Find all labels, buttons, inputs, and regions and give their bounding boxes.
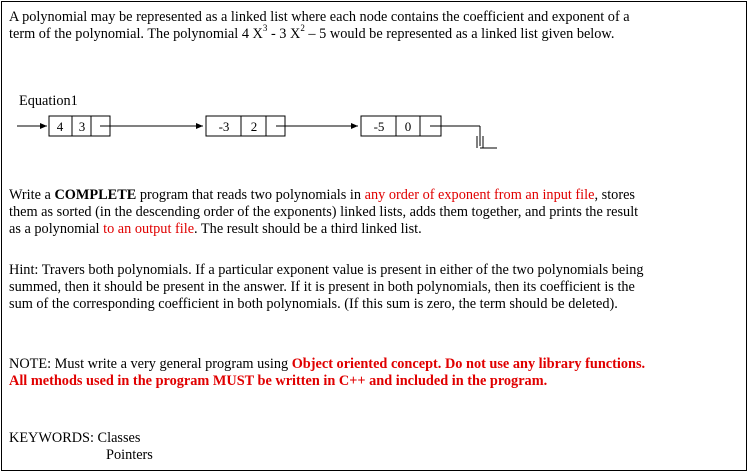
intro-line-2b: - 3 X bbox=[267, 26, 301, 42]
exponent-3: 3 bbox=[262, 23, 268, 34]
node-2-exp: 2 bbox=[250, 119, 258, 134]
list-node-2 bbox=[206, 116, 358, 136]
input-file-highlight: any order of exponent from an input file bbox=[364, 187, 595, 203]
keywords-label: KEYWORDS: Classes bbox=[9, 430, 141, 446]
task-paragraph: Write a COMPLETE program that reads two polynomials in any order of exponent from an input file, stores them as sorted (in the descending order of the exponents) linked lists, adds them together, and prints the result as a polynomial to an output file. The result should be a third linked list. bbox=[9, 187, 639, 237]
list-node-3 bbox=[361, 116, 497, 148]
node-2-coef: -3 bbox=[218, 119, 230, 134]
complete-emphasis: COMPLETE bbox=[54, 187, 137, 203]
intro-line-2c: – 5 would be represented as a linked list given below. bbox=[304, 26, 615, 42]
keywords-pointers: Pointers bbox=[106, 447, 153, 463]
note-cpp-highlight: All methods used in the program MUST be written in C++ and included in the program. bbox=[9, 373, 548, 389]
hint-paragraph: Hint: Travers both polynomials. If a particular exponent value is present in either of the two polynomials being summed, then it should be present in the answer. If it is present in both polynomials, then its coefficient is the sum of the corresponding coefficient in both polynomials. (If this sum is zero, the term should be deleted). bbox=[9, 262, 644, 312]
exponent-2: 2 bbox=[300, 23, 305, 34]
list-node-1 bbox=[49, 116, 203, 136]
intro-paragraph bbox=[9, 9, 741, 43]
node-1-exp: 3 bbox=[78, 119, 86, 134]
node-3-exp: 0 bbox=[404, 119, 412, 134]
output-file-highlight: to an output file bbox=[103, 221, 195, 237]
linked-list-diagram bbox=[0, 108, 750, 158]
note-paragraph: NOTE: Must write a very general program using Object oriented concept. Do not use any library functions. All methods used in the program MUST be written in C++ and included in the program. bbox=[9, 356, 646, 389]
node-1-coef: 4 bbox=[56, 119, 64, 134]
intro-line-1: A polynomial may be represented as a linked list where each node contains the coefficient and exponent of a bbox=[9, 9, 630, 25]
intro-line-2a: term of the polynomial. The polynomial 4 X bbox=[9, 26, 263, 42]
equation-label: Equation1 bbox=[19, 93, 78, 109]
node-3-coef: -5 bbox=[373, 119, 385, 134]
note-oop-highlight: Object oriented concept. Do not use any library functions. bbox=[291, 356, 646, 372]
